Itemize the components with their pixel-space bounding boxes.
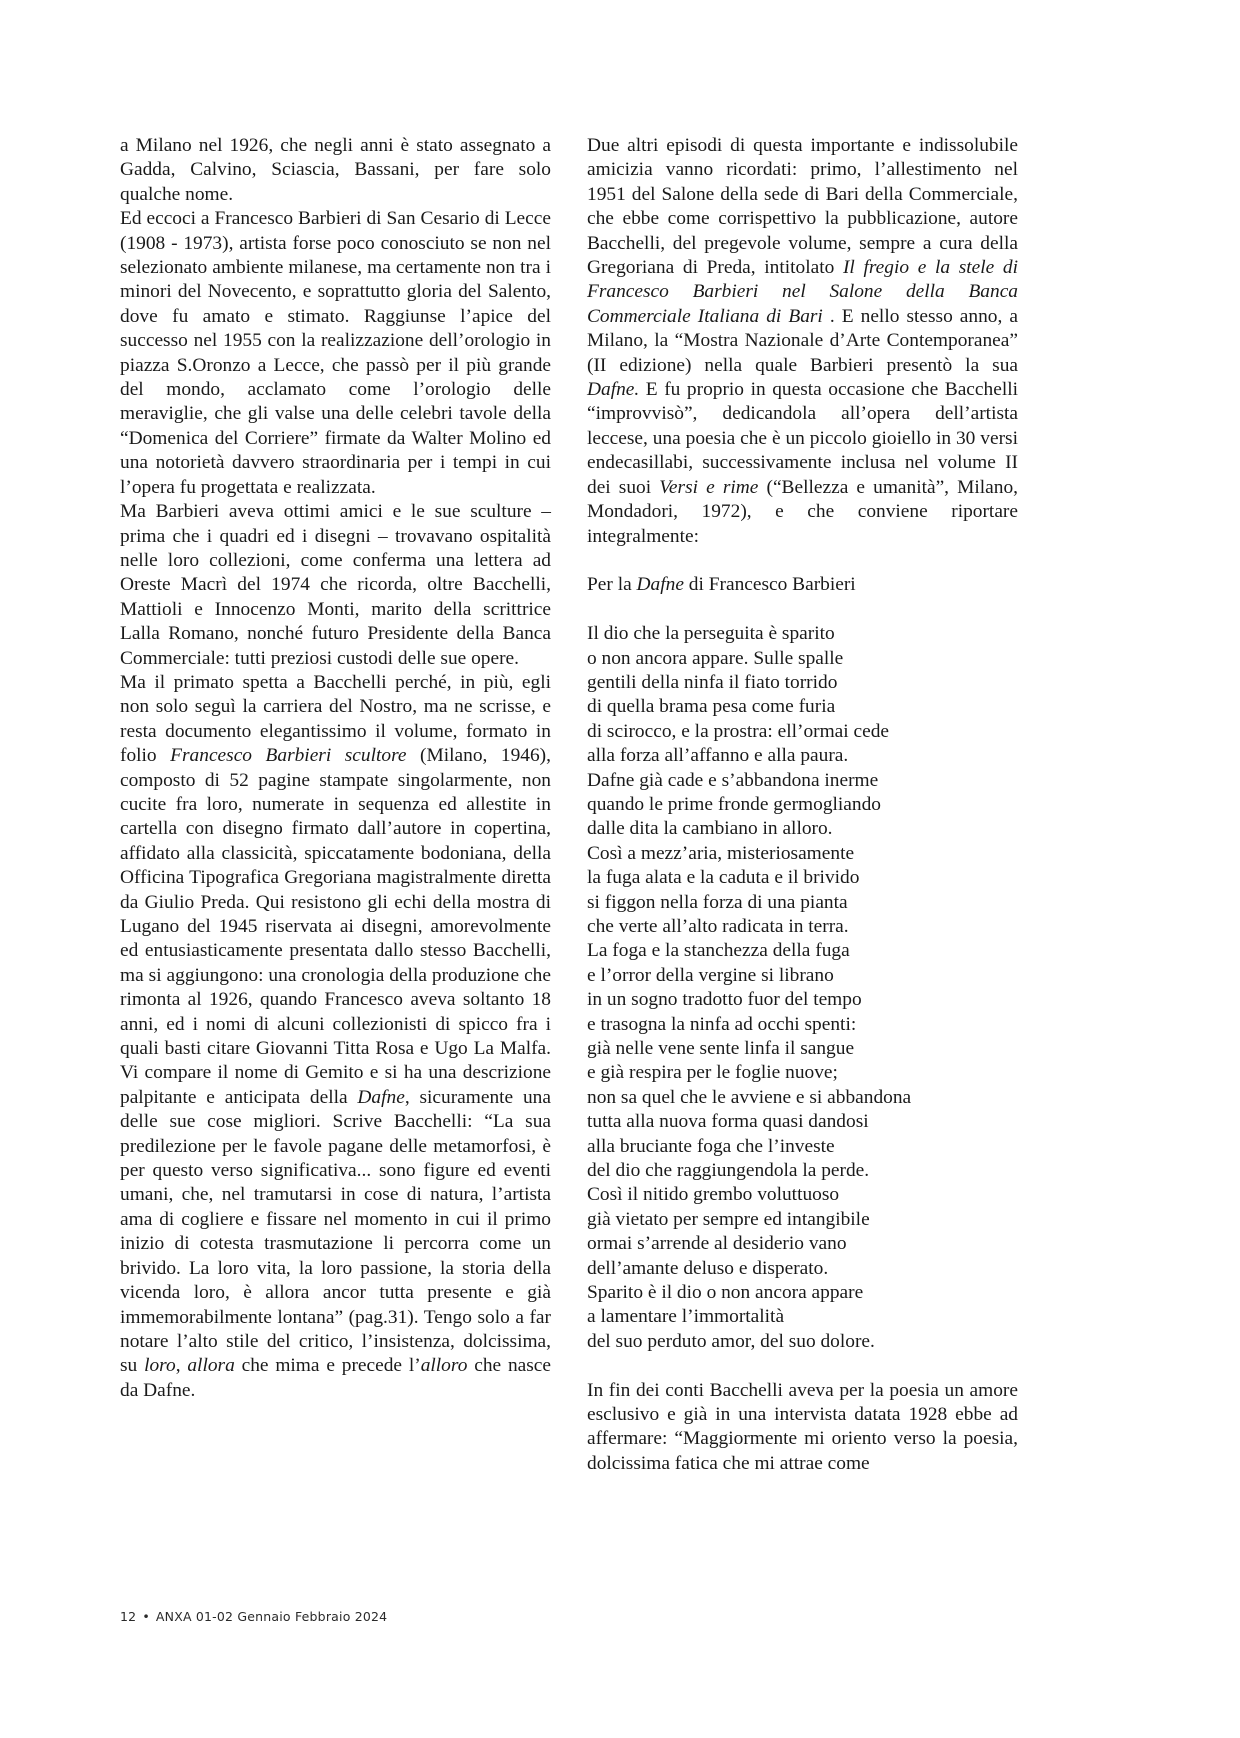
poem-line: Così a mezz’aria, misteriosamente — [587, 842, 855, 864]
text-run: E fu proprio in questa occasione che Bacchelli “improvvisò”, dedicandola all’opera dell’artista leccese, una poesia che è un piccolo gioiello in 30 versi endecasillabi, successivamente inclusa nel volume II dei suoi — [587, 379, 1018, 498]
poem-line: e già respira per le foglie nuove; — [587, 1062, 838, 1084]
poem-line: Dafne già cade e s’abbandona inerme — [587, 769, 879, 791]
poem-line: gentili della ninfa il fiato torrido — [587, 671, 838, 693]
poem-line: di quella brama pesa come furia — [587, 696, 836, 718]
poem — [587, 622, 1018, 1354]
poem-line: alla bruciante foga che l’investe — [587, 1135, 835, 1157]
paragraph: Ed eccoci a Francesco Barbieri di San Cesario di Lecce (1908 - 1973), artista forse poco conosciuto se non nel selezionato ambiente milanese, ma certamente non tra i minori del Novecento, e soprattutto gloria del Salento, dove fu amato e stimato. Raggiunse l’apice del successo nel 1955 con la realizzazione dell’orologio in piazza S.Oronzo a Lecce, che passò per il più grande del mondo, acclamato come l’orologio delle meraviglie, che gli valse una delle celebri tavole della “Domenica del Corriere” firmate da Walter Molino ed una notorietà davvero straordinaria per i tempi in cui l’opera fu progettata e realizzata. — [120, 208, 551, 498]
publication-info: ANXA 01-02 Gennaio Febbraio 2024 — [155, 1609, 388, 1624]
text-run: che nasce da Dafne. — [120, 1355, 552, 1401]
text-run: . E nello stesso anno, a Milano, la “Mostra Nazionale d’Arte Contemporanea” (II edizione) nella quale Barbieri presentò la sua — [587, 305, 1018, 376]
poem-line: La foga e la stanchezza della fuga — [587, 940, 850, 962]
poem-line: e trasogna la ninfa ad occhi spenti: — [587, 1013, 857, 1035]
poem-line: a lamentare l’immortalità — [587, 1306, 785, 1328]
poem-line: si figgon nella forza di una pianta — [587, 891, 848, 913]
poem-line: che verte all’alto radicata in terra. — [587, 915, 849, 937]
poem-line: del dio che raggiungendola la perde. — [587, 1160, 870, 1182]
poem-line: dalle dita la cambiano in alloro. — [587, 818, 833, 840]
artwork-title: Dafne — [636, 574, 684, 596]
poem-title — [587, 573, 1018, 597]
poem-line: in un sogno tradotto fuor del tempo — [587, 989, 862, 1011]
text-run: (“Bellezza e umanità”, Milano, Mondadori, 1972), e che conviene riportare integralmente: — [587, 476, 1018, 547]
text-run: Per la — [587, 574, 637, 596]
spacer — [587, 549, 1018, 573]
poem-line: e l’orror della vergine si librano — [587, 964, 834, 986]
paragraph: a Milano nel 1926, che negli anni è stato assegnato a Gadda, Calvino, Sciascia, Bassani, per fare solo qualche nome. — [120, 135, 551, 205]
poem-line: quando le prime fronde germogliando — [587, 793, 882, 815]
text-run: Due altri episodi di questa importante e indissolubile amicizia vanno ricordati: primo, l’allestimento nel 1951 del Salone della sede di Bari della Commerciale, che ebbe come corrispettivo la pubblicazione, autore Bacchelli, del pregevole volume, sempre a cura della Gregoriana di Preda, intitolato — [587, 135, 1018, 279]
poem-line: non sa quel che le avviene e si abbandona — [587, 1086, 912, 1108]
page-number: 12 — [120, 1609, 137, 1624]
text-run: che mima e precede l’ — [234, 1355, 421, 1377]
spacer — [587, 598, 1018, 622]
footer — [120, 1609, 387, 1624]
poem-line: o non ancora appare. Sulle spalle — [587, 647, 844, 669]
paragraph — [587, 134, 1018, 549]
right-column — [587, 134, 1018, 1476]
poem-line: Sparito è il dio o non ancora appare — [587, 1282, 864, 1304]
poem-line: dell’amante deluso e disperato. — [587, 1257, 829, 1279]
paragraph — [120, 671, 551, 1403]
poem-line: già vietato per sempre ed intangibile — [587, 1208, 870, 1230]
text-run: , sicuramente una delle sue cose migliori. Scrive Bacchelli: “La sua predilezione per le favole pagane delle metamorfosi, è per questo verso significativa... sono figure ed eventi umani, che, nel tramutarsi in cose di natura, l’artista ama di cogliere e fissare nel momento in cui il primo inizio di cotesta trasmutazione li percorra come un brivido. La loro vita, la loro passione, la storia della vicenda loro, è allora ancor tutta presente e già immemorabilmente lontana” (pag.31). Tengo solo a far notare l’alto stile del critico, l’insistenza, dolcissima, su — [120, 1086, 551, 1377]
emphasis: alloro — [420, 1355, 468, 1377]
paragraph: In fin dei conti Bacchelli aveva per la poesia un amore esclusivo e già in una intervista datata 1928 ebbe ad affermare: “Maggiormente mi oriento verso la poesia, dolcissima fatica che mi attrae come — [587, 1379, 1018, 1474]
book-title: Francesco Barbieri scultore — [170, 745, 407, 767]
poem-line: del suo perduto amor, del suo dolore. — [587, 1330, 875, 1352]
poem-line: tutta alla nuova forma quasi dandosi — [587, 1111, 869, 1133]
emphasis: loro — [144, 1355, 176, 1377]
artwork-title: Dafne — [357, 1086, 405, 1108]
poem-line: di scirocco, e la prostra: ell’ormai cede — [587, 720, 890, 742]
spacer — [587, 1354, 1018, 1378]
book-title: Il fregio e la stele di Francesco Barbieri nel Salone della Banca Commerciale Italiana di Bari — [587, 257, 1018, 327]
separator: • — [142, 1609, 150, 1624]
paragraph: Ma Barbieri aveva ottimi amici e le sue sculture – prima che i quadri ed i disegni – trovavano ospitalità nelle loro collezioni, come conferma una lettera ad Oreste Macrì del 1974 che ricorda, oltre Bacchelli, Mattioli e Innocenzo Monti, marito della scrittrice Lalla Romano, nonché futuro Presidente della Banca Commerciale: tutti preziosi custodi delle sue opere. — [120, 501, 551, 669]
book-title: Versi e rime — [659, 476, 759, 498]
text-run: (Milano, 1946), composto di 52 pagine stampate singolarmente, non cucite fra loro, numerate in sequenza ed allestite in cartella con disegno firmato dall’autore in copertina, affidato alla classicità, spiccatamente bodoniana, della Officina Tipografica Gregoriana magistralmente diretta da Giulio Preda. Qui resistono gli echi della mostra di Lugano del 1945 riservata ai disegni, amorevolmente ed entusiasticamente presentata dallo stesso Bacchelli, ma si aggiungono: una cronologia della produzione che rimonta al 1926, quando Francesco aveva soltanto 18 anni, ed i nomi di alcuni collezionisti di spicco fra i quali basti citare Giovanni Titta Rosa e Ugo La Malfa. Vi compare il nome di Gemito e si ha una descrizione palpitante e anticipata della — [120, 745, 551, 1108]
text-run: Ma il primato spetta a Bacchelli perché, in più, egli non solo seguì la carriera del Nostro, ma ne scrisse, e resta documento elegantissimo il volume, formato in folio — [120, 671, 551, 767]
poem-line: alla forza all’affanno e alla paura. — [587, 745, 849, 767]
poem-line: già nelle vene sente linfa il sangue — [587, 1038, 855, 1059]
poem-line: Il dio che la perseguita è sparito — [587, 623, 835, 645]
artwork-title: Dafne. — [587, 379, 640, 401]
text-run: , — [175, 1355, 188, 1377]
left-column — [120, 134, 551, 1403]
text-run: di Francesco Barbieri — [683, 574, 856, 596]
poem-line: la fuga alata e la caduta e il brivido — [587, 867, 860, 889]
emphasis: allora — [187, 1355, 235, 1377]
poem-line: Così il nitido grembo voluttuoso — [587, 1184, 840, 1206]
poem-line: ormai s’arrende al desiderio vano — [587, 1233, 847, 1255]
